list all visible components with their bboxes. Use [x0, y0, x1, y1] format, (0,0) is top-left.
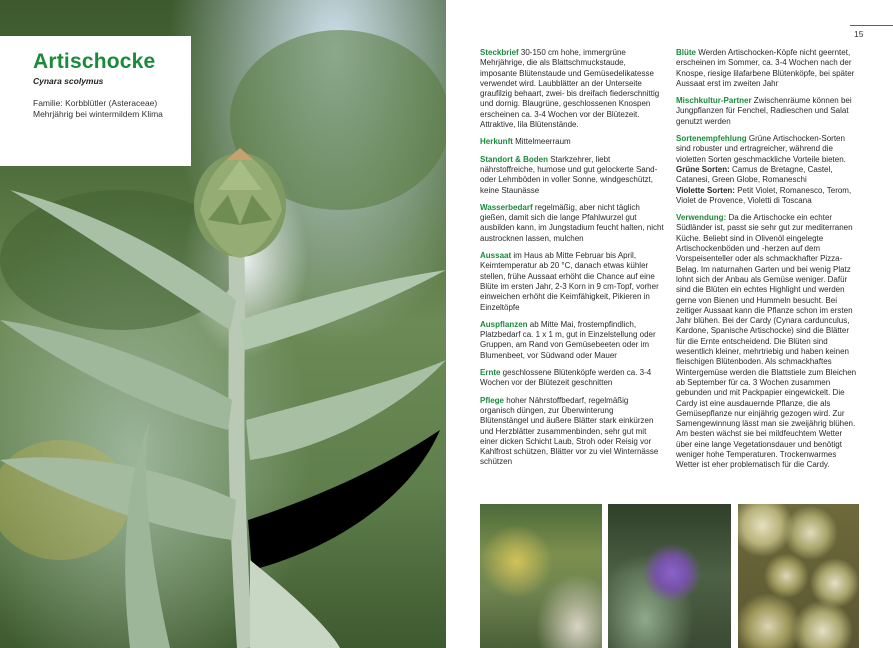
artichoke-flower-photo	[608, 504, 731, 648]
family-text: Familie: Korbblütler (Asteraceae)	[33, 98, 158, 108]
latin-name: Cynara scolymus	[33, 76, 104, 86]
entry-steckbrief	[480, 48, 664, 130]
plant-title: Artischocke	[33, 50, 156, 73]
entry-label: Wasserbedarf	[480, 202, 533, 212]
entry-mischkultur	[676, 96, 860, 127]
artichoke-heads-photo	[738, 504, 859, 648]
entry-text: Werden Artischocken-Köpfe nicht geerntet, erscheinen im Sommer, ca. 3-4 Wochen nach der Knospe, riesige lilafarbene Blütenköpfe, bei später Aussaat erst im zweiten Jahr	[676, 48, 855, 88]
entry-pflege	[480, 396, 664, 468]
garden-bed-photo	[480, 504, 602, 648]
entry-label: Ernte	[480, 368, 501, 378]
entry-text: Starkzehrer, liebt nährstoffreiche, humose und gut gelockerte Sand- oder Lehmböden in voller Sonne, windgeschützt, keine Staunässe	[480, 154, 658, 195]
habit-text: Mehrjährig bei wintermildem Klima	[33, 109, 163, 119]
text-column-2	[676, 48, 860, 478]
entry-text: hoher Nährstoffbedarf, regelmäßig organisch düngen, zur Überwinterung Blütenstängel und äußere Blätter stark einkürzen und Herzblätter zusammenbinden, sehr gut mit einer dicken Schicht Laub, Stroh oder Reisig vor Kahlfrost schützen, Blätter vor zu viel Winternässe schützen	[480, 395, 659, 467]
entry-label: Pflege	[480, 395, 505, 405]
entry-text: Mittelmeerraum	[512, 137, 571, 147]
entry-herkunft	[480, 137, 664, 147]
entry-label: Mischkultur-Partner	[676, 96, 752, 106]
entry-label: Aussaat	[480, 251, 512, 261]
page-number-rule	[850, 25, 893, 26]
text-column-1	[480, 48, 664, 475]
entry-verwendung	[676, 213, 860, 470]
entry-text: im Haus ab Mitte Februar bis April, Keimtemperatur ab 20 °C, danach etwas kühler stellen, frühe Aussaat erhöht die Chance auf eine Blüte im ersten Jahr, 2-3 Korn in 9 cm-Topf, vorher einweichen erhöht die Keimfähigkeit, Pikieren in Einzeltöpfe	[480, 251, 659, 312]
entry-label: Auspflanzen	[480, 319, 528, 329]
entry-aussaat	[480, 251, 664, 313]
entry-bluete	[676, 48, 860, 89]
entry-label: Steckbrief	[480, 48, 519, 57]
entry-text: Da die Artischocke ein echter Südländer ist, passt sie sehr gut zur mediterranen Küche. Beliebt sind in Olivenöl eingelegte Artischockenböden und -herzen auf dem Vorspeisenteller oder als schmackhafter Pizza-Belag. Im naturnahen Garten und bei wenig Platz lohnt sich der Anbau als Gemüse weniger. Dafür sind die Blüten ein echtes Highlight und werden gerne von Bienen und Hummeln besucht. Bei zeitiger Aussaat kann die Pflanze schon im ersten Jahr blühen. Bei der Cardy (Cynara cardunculus, Kardone, Spanische Artischocke) sind die Blätter für die Ernte entscheidend. Die Blüten sind wesentlich kleiner, mehrtriebig und haben keinen fleischigen Blütenboden. Als schmackhaftes Wintergemüse werden die Blattstiele zum Bleichen ab September für ca. 3 Wochen zusammen gebunden und mit Packpapier eingewickelt. Die Cardy ist eine ausdauernde Pflanze, die als Gemüsepflanze nur einjährig gezogen wird. Zur Samengewinnung lässt man sie zweijährig blühen. Am besten wächst sie bei mildfeuchtem Wetter über eine lange Vegetationsdauer und benötigt weniger hohe Temperaturen. Trockenwarmes Wetter ist eher problematisch für die Cardy.	[676, 213, 857, 470]
entry-wasserbedarf	[480, 203, 664, 244]
entry-auspflanzen	[480, 320, 664, 361]
artichoke-plant-photo	[0, 0, 446, 648]
entry-text: geschlossene Blütenköpfe werden ca. 3-4 Wochen vor der Blütezeit geschnitten	[480, 368, 652, 388]
entry-text: ab Mitte Mai, frostempfindlich, Platzbedarf ca. 1 x 1 m, gut in Einzelstellung oder Gruppen, am Rand von Gemüsebeeten oder im Blumenbeet, vor Südwand oder Mauer	[480, 319, 656, 360]
green-varieties-label: Grüne Sorten:	[676, 164, 730, 174]
entry-label: Herkunft	[480, 137, 513, 147]
page-number: 15	[854, 29, 864, 39]
entry-ernte	[480, 368, 664, 389]
entry-standort	[480, 155, 664, 196]
title-box	[0, 36, 191, 166]
entry-text: regelmäßig, aber nicht täglich gießen, damit sich die lange Pfahlwurzel gut ausbilden kann, im Jungstadium feucht halten, nicht austrocknen lassen, mulchen	[480, 202, 664, 243]
entry-label: Standort & Boden	[480, 154, 548, 164]
entry-text: Zwischenräume können bei Jungpflanzen für Fenchel, Radieschen und Salat genutzt werden	[676, 96, 852, 126]
entry-sortenempfehlung	[676, 134, 860, 206]
violet-varieties-text: Petit Violet, Romanesco, Terom, Violet de Provence, Violetti di Toscana	[676, 185, 852, 205]
violet-varieties-label: Violette Sorten:	[676, 185, 735, 195]
entry-label: Verwendung:	[676, 213, 727, 223]
entry-label: Blüte	[676, 48, 696, 57]
right-page	[446, 0, 893, 648]
entry-label: Sortenempfehlung	[676, 134, 747, 144]
entry-text: Grüne Artischocken-Sorten sind robuster und ertragreicher, während die violetten Sorten geschmackliche Vorteile bieten.	[676, 134, 846, 164]
green-varieties-text: Camus de Bretagne, Castel, Catanesi, Green Globe, Romaneschi	[676, 164, 833, 185]
plant-facts	[33, 98, 183, 120]
entry-text: 30-150 cm hohe, immergrüne Mehrjährige, die als Blattschmuckstaude, imposante Blütenstaude und Gemüsedelikatesse verwendet wird. Laubblätter an der Unterseite graufilzig behaart, zwei- bis dreifach fiederschnittig und dornig. Blaugrüne, geschlossenen Knospen erscheinen ca. 3-4 Wochen vor der Blütezeit. Attraktive, lila Blütenstände.	[480, 48, 660, 130]
